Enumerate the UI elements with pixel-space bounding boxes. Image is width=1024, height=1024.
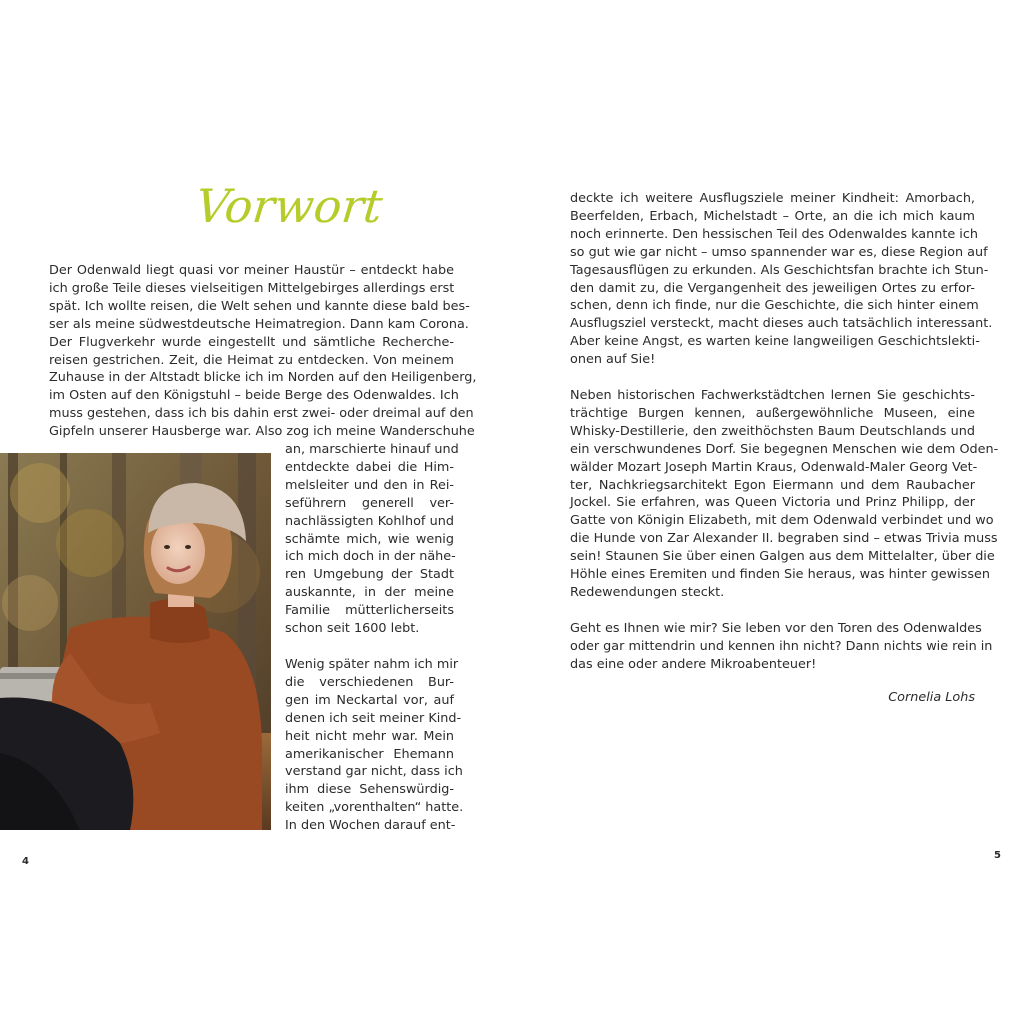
text-line: ren Umgebung der Stadt <box>285 567 454 583</box>
page-number-right: 5 <box>994 850 1001 861</box>
text-line: Höhle eines Eremiten und finden Sie heraus, was hinter gewissen <box>570 567 990 583</box>
text-line: ter, Nachkriegsarchitekt Egon Eiermann und dem Raubacher <box>570 477 975 493</box>
text-line: melsleiter und den in Rei- <box>285 477 454 493</box>
text-line: verstand gar nicht, dass ich <box>285 764 463 780</box>
text-line: seführern generell ver- <box>285 495 454 511</box>
text-line: nachlässigten Kohlhof und <box>285 513 454 529</box>
text-line: denen ich seit meiner Kind- <box>285 710 462 726</box>
left-intro-paragraph <box>49 262 477 441</box>
chapter-title: Vorwort <box>193 179 386 233</box>
text-line: Whisky-Destillerie, den zweithöchsten Baum Deutschlands und <box>570 423 975 439</box>
text-line: im Osten auf den Königstuhl – beide Berge des Odenwaldes. Ich <box>49 388 459 404</box>
text-line: die Hunde von Zar Alexander II. begraben sind – etwas Trivia muss <box>570 531 998 547</box>
left-side-paragraph-2 <box>285 656 464 835</box>
text-line: ich große Teile dieses vielseitigen Mittelgebirges allerdings erst <box>49 280 455 296</box>
right-paragraph-2 <box>570 387 999 602</box>
right-paragraph-1 <box>570 190 993 369</box>
text-line: deckte ich weitere Ausflugsziele meiner Kindheit: Amorbach, <box>570 191 975 206</box>
text-line: reisen gestrichen. Zeit, die Heimat zu entdecken. Von meinem <box>49 352 454 368</box>
text-line: entdeckte dabei die Him- <box>285 459 454 475</box>
text-line: ein verschwundenes Dorf. Sie begegnen Menschen wie dem Oden- <box>570 441 999 457</box>
text-line: Gatte von Königin Elizabeth, mit dem Odenwald verbindet und wo <box>570 513 994 529</box>
text-line: Tagesausflügen zu erkunden. Als Geschichtsfan brachte ich Stun- <box>570 262 989 278</box>
text-line: die verschiedenen Bur- <box>285 674 454 690</box>
text-line: den damit zu, die Vergangenheit des jeweiligen Ortes zu erfor- <box>570 280 975 296</box>
text-line: keiten „vorenthalten“ hatte. <box>285 800 464 816</box>
text-line: Jockel. Sie erfahren, was Queen Victoria und Prinz Philipp, der <box>570 495 975 511</box>
text-line: trächtige Burgen kennen, außergewöhnliche Museen, eine <box>570 405 975 421</box>
text-line: wälder Mozart Joseph Martin Kraus, Odenwald-Maler Georg Vet- <box>570 459 978 475</box>
text-line: Aber keine Angst, es warten keine langweiligen Geschichtslekti- <box>570 334 980 350</box>
text-line: gen im Neckartal vor, auf <box>285 692 454 708</box>
text-line: Ausflugsziel versteckt, macht dieses auch tatsächlich interessant. <box>570 316 993 332</box>
text-line: spät. Ich wollte reisen, die Welt sehen und kannte diese bald bes- <box>49 298 470 314</box>
text-line: das eine oder andere Mikroabenteuer! <box>570 656 817 672</box>
text-line: amerikanischer Ehemann <box>285 746 454 762</box>
text-line: noch erinnerte. Den hessischen Teil des Odenwaldes kannte ich <box>570 226 978 242</box>
text-line: ihm diese Sehenswürdig- <box>285 782 454 798</box>
text-line: Der Flugverkehr wurde eingestellt und sämtliche Recherche- <box>49 334 454 350</box>
text-line: an, marschierte hinauf und <box>285 442 459 457</box>
text-line: ser als meine südwestdeutsche Heimatregion. Dann kam Corona. <box>49 316 469 332</box>
text-line: muss gestehen, dass ich bis dahin erst zwei- oder dreimal auf den <box>49 406 474 422</box>
text-line: Beerfelden, Erbach, Michelstadt – Orte, an die ich mich kaum <box>570 208 975 224</box>
text-line: Redewendungen steckt. <box>570 584 725 600</box>
text-line: heit nicht mehr war. Mein <box>285 728 454 744</box>
text-line: oder gar mittendrin und kennen ihn nicht? Dann nichts wie rein in <box>570 638 993 654</box>
text-line: schen, denn ich finde, nur die Geschichte, die sich hinter einem <box>570 298 979 314</box>
left-side-paragraph-1 <box>285 441 459 638</box>
text-line: Familie mütterlicherseits <box>285 603 454 619</box>
text-line: In den Wochen darauf ent- <box>285 818 456 834</box>
right-paragraph-3 <box>570 620 993 674</box>
author-photo <box>0 453 271 830</box>
text-line: ich mich doch in der nähe- <box>285 549 456 565</box>
text-line: sein! Staunen Sie über einen Galgen aus dem Mittelalter, über die <box>570 549 995 565</box>
text-line: Der Odenwald liegt quasi vor meiner Haustür – entdeckt habe <box>49 263 454 278</box>
author-signature: Cornelia Lohs <box>888 690 975 705</box>
text-line: Gipfeln unserer Hausberge war. Also zog ich meine Wanderschuhe <box>49 424 475 440</box>
text-line: Wenig später nahm ich mir <box>285 657 459 672</box>
text-line: Geht es Ihnen wie mir? Sie leben vor den Toren des Odenwaldes <box>570 621 982 636</box>
text-line: onen auf Sie! <box>570 352 656 368</box>
text-line: schämte mich, wie wenig <box>285 531 454 547</box>
page-number-left: 4 <box>22 856 29 867</box>
text-line: schon seit 1600 lebt. <box>285 621 420 637</box>
text-line: Zuhause in der Altstadt blicke ich im Norden auf den Heiligenberg, <box>49 370 477 386</box>
text-line: Neben historischen Fachwerkstädtchen lernen Sie geschichts- <box>570 388 975 403</box>
text-line: so gut wie gar nicht – umso spannender war es, diese Region auf <box>570 244 988 260</box>
text-line: auskannte, in der meine <box>285 585 454 601</box>
